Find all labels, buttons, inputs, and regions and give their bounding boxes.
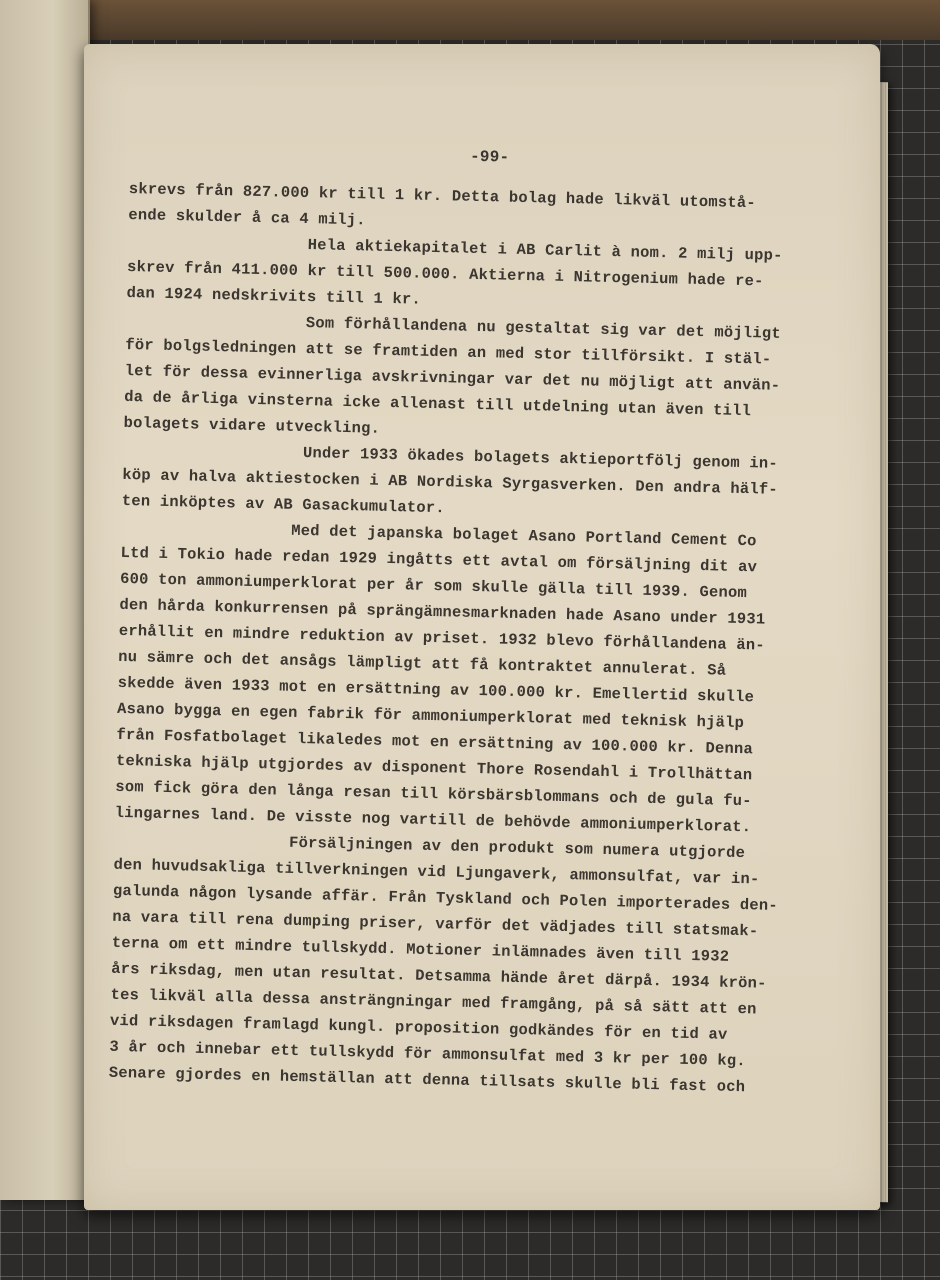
text-line: bolagets vidare utveckling. [123,413,381,438]
text-line: skrevs från 827.000 kr till 1 kr. Detta bolag hade likväl utomstå- [128,179,757,213]
text-line: Som förhållandena nu gestaltat sig var det möjligt [305,314,782,343]
text-line: tes likväl alla dessa ansträngningar med framgång, på så sätt att en [110,985,757,1019]
text-line: lingarnes land. De visste nog vartill de behövde ammoniumperklorat. [114,803,752,837]
text-line: skedde även 1933 mot en ersättning av 100.000 kr. Emellertid skulle [117,673,755,707]
table-edge [0,0,940,40]
text-line: Hela aktiekapitalet i AB Carlit à nom. 2 milj upp- [307,236,783,265]
text-line: nu sämre och det ansågs lämpligt att få kontraktet annulerat. Så [118,647,727,680]
text-line: Ltd i Tokio hade redan 1929 ingåtts ett avtal om försäljning dit av [120,543,758,577]
paragraph-3 [123,306,836,452]
text-line: köp av halva aktiestocken i AB Nordiska Syrgasverken. Den andra hälf- [122,465,779,499]
page-number: -99- [469,147,510,167]
paragraph-5 [114,514,831,842]
text-line: Asano bygga en egen fabrik för ammoniumperklorat med teknisk hjälp [116,699,745,733]
text-line: ende skulder å ca 4 milj. [128,205,366,230]
text-line: Med det japanska bolaget Asano Portland Cement Co [290,521,757,551]
text-line: Senare gjordes en hemställan att denna tillsats skulle bli fast och [108,1063,746,1097]
paragraph-6 [109,826,825,1102]
text-line: 600 ton ammoniumperklorat per år som skulle gälla till 1939. Genom [119,569,748,603]
text-line: för bolgsledningen att se framtiden an med stor tillförsikt. I stäl- [125,335,772,369]
previous-page [0,0,90,1200]
text-line: ten inköptes av AB Gasackumulator. [121,491,445,518]
text-line: galunda någon lysande affär. Från Tyskland och Polen importerades den- [112,881,779,915]
page-text [109,140,840,1102]
text-line: den hårda konkurrensen på sprängämnesmarknaden hade Asano under 1931 [119,595,766,629]
text-line: Under 1933 ökades bolagets aktieportfölj genom in- [302,444,779,473]
text-line: som fick göra den långa resan till körsbärsblommans och de gula fu- [115,777,752,811]
text-line: vid riksdagen framlagd kungl. proposition godkändes för en tid av [109,1011,728,1044]
paragraph-4 [122,436,834,530]
text-line: da de årliga vinsterna icke allenast till utdelning utan även till [123,387,752,421]
text-line: dan 1924 nedskrivits till 1 kr. [126,283,422,309]
text-line: na vara till rena dumping priser, varför det vädjades till statsmak- [112,907,759,941]
text-line: erhållit en mindre reduktion av priset. 1932 blevo förhållandena än- [118,621,766,655]
text-line: den huvudsakliga tillverkningen vid Ljungaverk, ammonsulfat, var in- [113,855,760,889]
text-line: från Fosfatbolaget likaledes mot en ersättning av 100.000 kr. Denna [116,725,754,759]
text-line: 3 år och innebar ett tullskydd för ammonsulfat med 3 kr per 100 kg. [109,1037,747,1071]
text-line: skrev från 411.000 kr till 500.000. Aktierna i Nitrogenium hade re- [126,257,764,291]
text-line: Försäljningen av den produkt som numera utgjorde [288,833,746,863]
text-line: let för dessa evinnerliga avskrivningar var det nu möjligt att använ- [124,361,781,395]
paragraph-2 [126,228,838,322]
text-line: tekniska hjälp utgjordes av disponent Thore Rosendahl i Trollhättan [115,751,753,785]
text-line: terna om ett mindre tullskydd. Motioner inlämnades även till 1932 [111,933,730,966]
text-line: års riksdag, men utan resultat. Detsamma hände året därpå. 1934 krön- [110,959,767,993]
